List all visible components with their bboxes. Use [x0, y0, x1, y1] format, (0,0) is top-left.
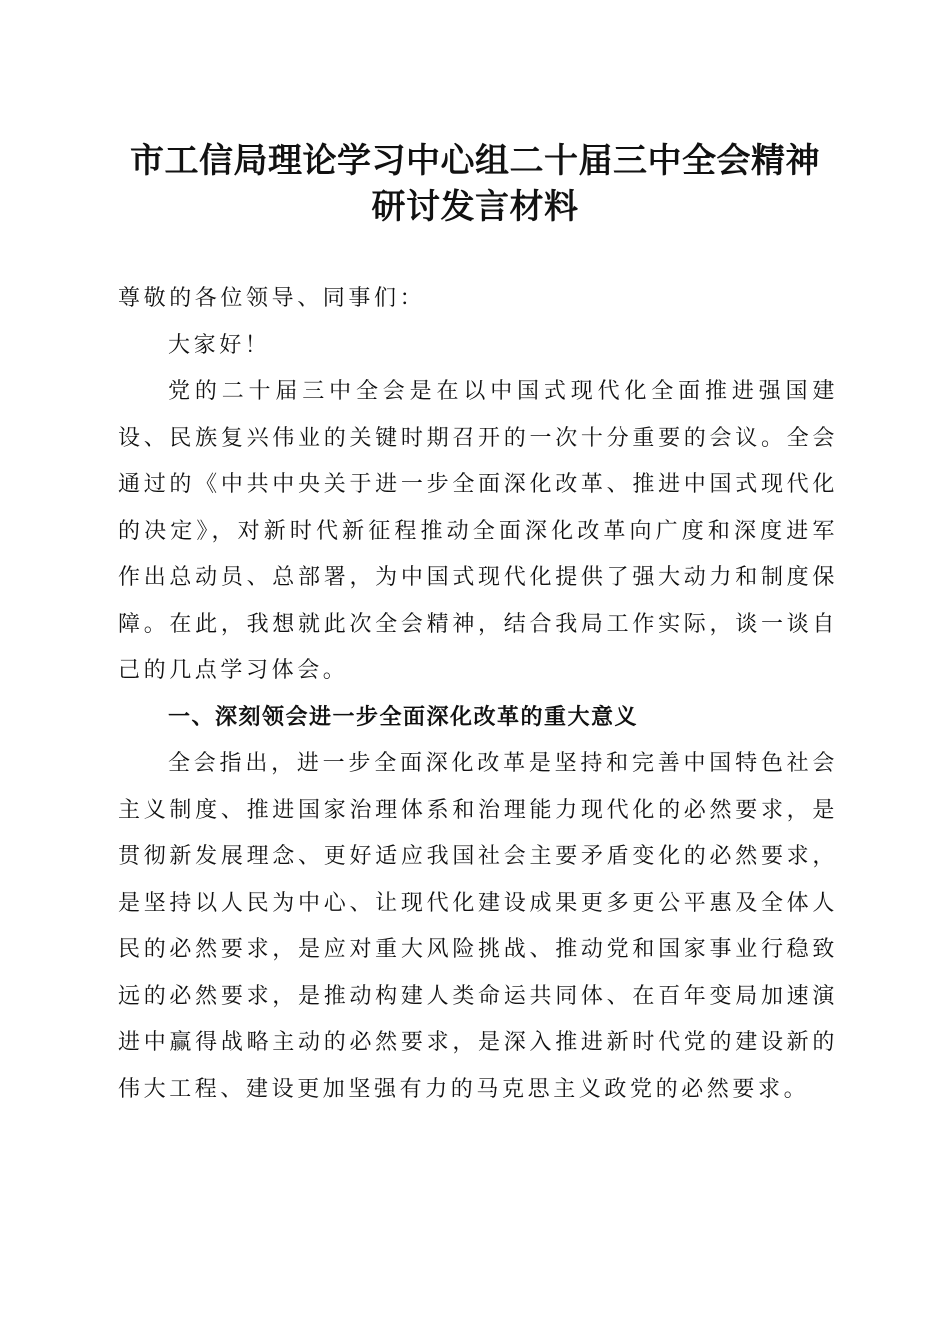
- document-title-line-1: 市工信局理论学习中心组二十届三中全会精神: [130, 141, 820, 181]
- document-title-line-2: 研讨发言材料: [371, 187, 579, 227]
- salutation: 尊敬的各位领导、同事们：: [118, 286, 426, 311]
- paragraph-section-1: 全会指出，进一步全面深化改革是坚持和完善中国特色社会主义制度、推进国家治理体系和治理能力现代化的必然要求，是贯彻新发展理念、更好适应我国社会主要矛盾变化的必然要求，是坚持以人民为中心、让现代化建设成果更多更公平惠及全体人民的必然要求，是应对重大风险挑战、推动党和国家事业行稳致远的必然要求，是推动构建人类命运共同体、在百年变局加速演进中赢得战略主动的必然要求，是深入推进新时代党的建设新的伟大工程、建设更加坚强有力的马克思主义政党的必然要求。: [118, 751, 838, 1102]
- paragraph-intro: 党的二十届三中全会是在以中国式现代化全面推进强国建设、民族复兴伟业的关键时期召开的一次十分重要的会议。全会通过的《中共中央关于进一步全面深化改革、推进中国式现代化的决定》，对新时代新征程推动全面深化改革向广度和深度进军作出总动员、总部署，为中国式现代化提供了强大动力和制度保障。在此，我想就此次全会精神，结合我局工作实际，谈一谈自己的几点学习体会。: [118, 379, 838, 683]
- section-heading-1: 一、深刻领会进一步全面深化改革的重大意义: [168, 704, 639, 730]
- greeting: 大家好！: [168, 332, 271, 358]
- document-body: [118, 276, 838, 1113]
